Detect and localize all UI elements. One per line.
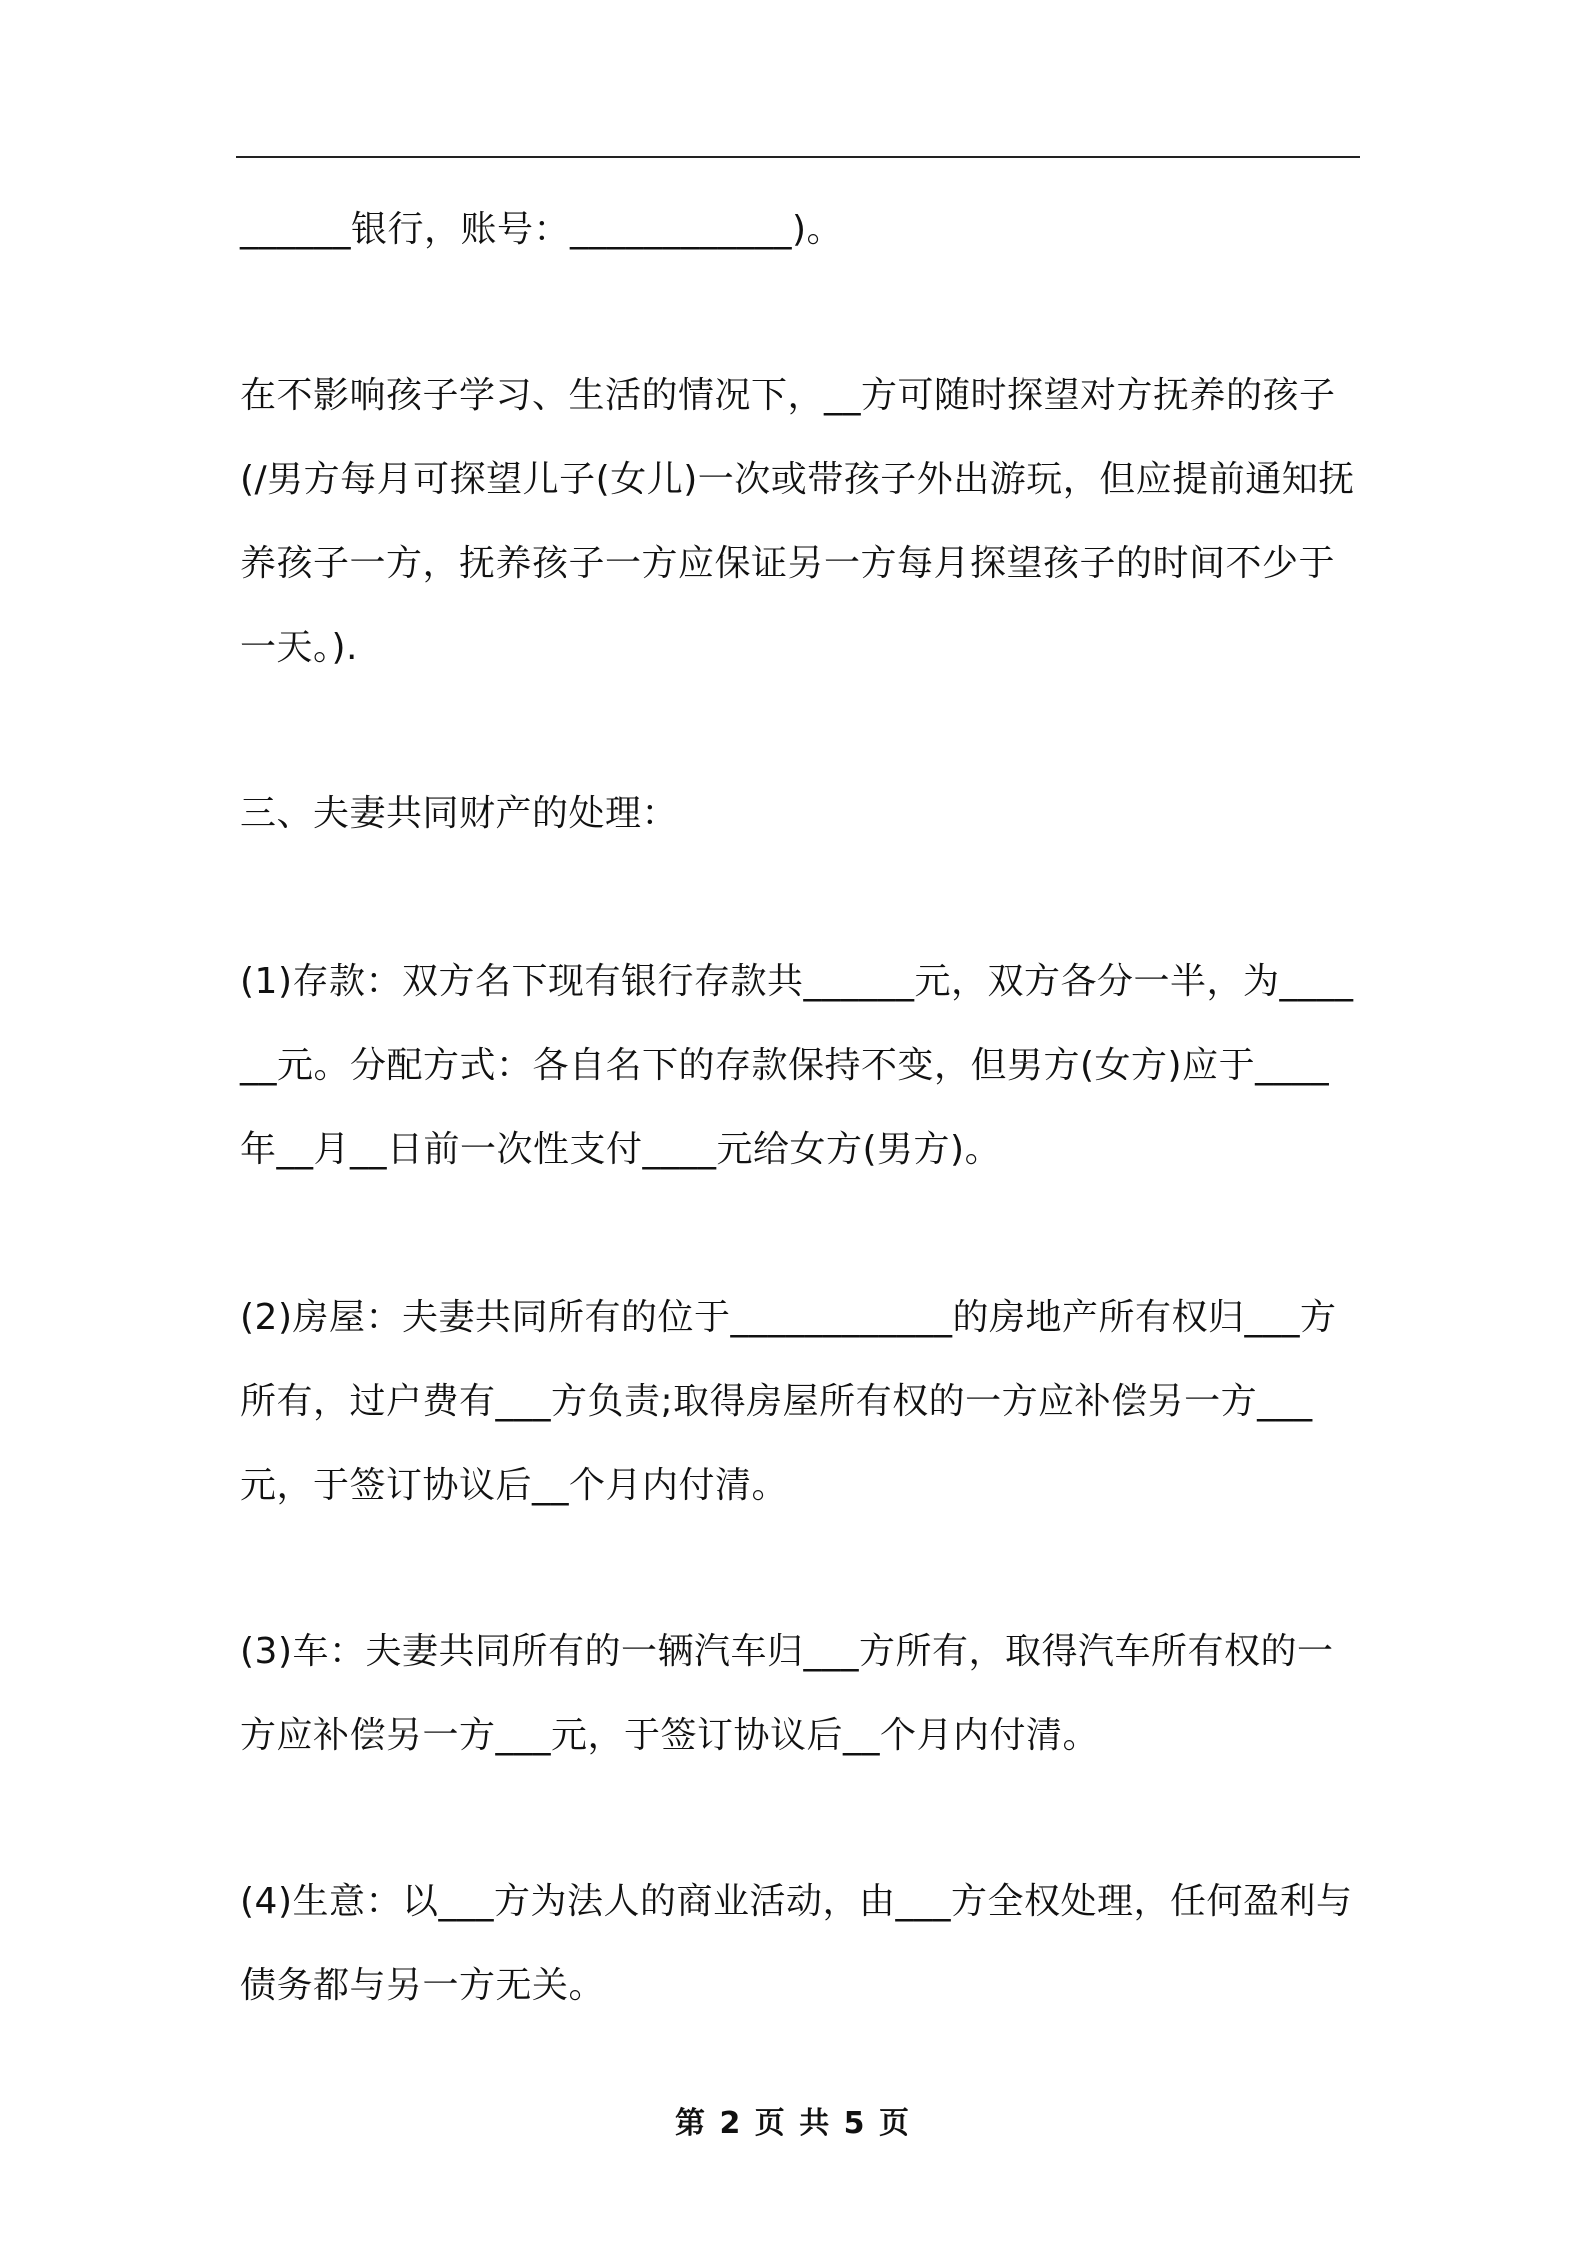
- header-divider: [236, 156, 1360, 158]
- paragraph-business: (4)生意：以___方为法人的商业活动，由___方全权处理，任何盈利与债务都与另一方无关。: [240, 1881, 1353, 2006]
- paragraph-house: (2)房屋：夫妻共同所有的位于____________的房地产所有权归___方所有，过户费有___方负责;取得房屋所有权的一方应补偿另一方___元，于签订协议后__个月内付清。: [240, 1297, 1337, 1506]
- paragraph-deposits: (1)存款：双方名下现有银行存款共______元，双方各分一半，为______元。分配方式：各自名下的存款保持不变，但男方(女方)应于____年__月__日前一次性支付____元给女方(男方)。: [240, 961, 1354, 1170]
- section-heading-joint-property: 三、夫妻共同财产的处理：: [240, 793, 679, 834]
- page-number-footer: 第 2 页 共 5 页: [675, 2106, 911, 2141]
- paragraph-car: (3)车：夫妻共同所有的一辆汽车归___方所有，取得汽车所有权的一方应补偿另一方___元，于签订协议后__个月内付清。: [240, 1631, 1334, 1756]
- paragraph-visitation: 在不影响孩子学习、生活的情况下，__方可随时探望对方抚养的孩子(/男方每月可探望儿子(女儿)一次或带孩子外出游玩，但应提前通知抚养孩子一方，抚养孩子一方应保证另一方每月探望孩子的时间不少于一天。).: [240, 375, 1355, 668]
- paragraph-bank-account: ______银行，账号：____________)。: [240, 209, 844, 250]
